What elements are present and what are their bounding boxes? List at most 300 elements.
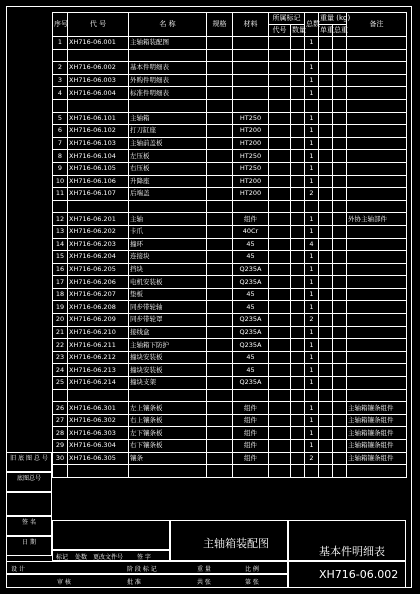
cell-empty — [333, 37, 347, 50]
cell-name: 左上镶条板 — [129, 402, 207, 415]
cell-code: XH716-06.104 — [68, 150, 129, 163]
cell-code: XH716-06.210 — [68, 326, 129, 339]
cell-note — [347, 150, 407, 163]
cell-seq: 7 — [53, 137, 68, 150]
cell-empty — [291, 137, 305, 150]
cell-empty — [269, 62, 291, 75]
cell-note — [347, 49, 407, 62]
cell-empty — [319, 402, 333, 415]
cell-empty — [269, 326, 291, 339]
cell-empty — [319, 251, 333, 264]
cell-empty — [207, 49, 233, 62]
cell-empty — [333, 364, 347, 377]
cell-empty — [207, 465, 233, 478]
cell-seq: 23 — [53, 351, 68, 364]
cell-empty — [319, 452, 333, 465]
cell-name: 卡爪 — [129, 225, 207, 238]
cell-mat: 组件 — [233, 213, 269, 226]
cell-note — [347, 351, 407, 364]
cell-mat: HT250 — [233, 112, 269, 125]
cell-qty: 2 — [305, 188, 319, 201]
cell-qty: 1 — [305, 87, 319, 100]
cell-empty — [207, 452, 233, 465]
cell-code: XH716-06.305 — [68, 452, 129, 465]
cell-empty — [333, 125, 347, 138]
cell-name: 主轴箱 — [129, 112, 207, 125]
cell-empty — [291, 377, 305, 390]
cell-mat — [233, 389, 269, 402]
cell-note — [347, 200, 407, 213]
cell-empty — [333, 440, 347, 453]
cell-qty: 1 — [305, 288, 319, 301]
cell-code: XH716-06.303 — [68, 427, 129, 440]
cell-mat: HT250 — [233, 150, 269, 163]
cell-empty — [333, 251, 347, 264]
cell-qty: 1 — [305, 440, 319, 453]
cell-empty — [291, 200, 305, 213]
table-row — [53, 87, 407, 100]
hdr-belong: 所属标记 — [269, 13, 305, 25]
cell-empty — [207, 213, 233, 226]
cell-empty — [291, 87, 305, 100]
cell-empty — [207, 402, 233, 415]
cell-note — [347, 87, 407, 100]
table-row — [53, 402, 407, 415]
cell-empty — [319, 276, 333, 289]
table-row — [53, 62, 407, 75]
cell-name — [129, 49, 207, 62]
cell-empty — [207, 150, 233, 163]
table-row — [53, 339, 407, 352]
cell-name: 左压板 — [129, 150, 207, 163]
doc-code: XH716-06.002 — [319, 568, 399, 581]
cell-empty — [319, 414, 333, 427]
cell-mat: 组件 — [233, 440, 269, 453]
cell-qty: 1 — [305, 74, 319, 87]
cell-qty: 1 — [305, 225, 319, 238]
cell-empty — [207, 125, 233, 138]
cell-empty — [319, 49, 333, 62]
cell-empty — [269, 74, 291, 87]
cell-seq — [53, 200, 68, 213]
cell-note — [347, 377, 407, 390]
cell-empty — [269, 402, 291, 415]
cell-code: XH716-06.003 — [68, 74, 129, 87]
cell-code: XH716-06.304 — [68, 440, 129, 453]
cell-name: 同步带轮轴 — [129, 301, 207, 314]
cell-empty — [319, 74, 333, 87]
cell-code: XH716-06.211 — [68, 339, 129, 352]
cell-mat — [233, 87, 269, 100]
table-row — [53, 125, 407, 138]
cell-empty — [333, 314, 347, 327]
cell-empty — [207, 87, 233, 100]
cell-code: XH716-06.213 — [68, 364, 129, 377]
assembly-title: 主轴箱装配图 — [170, 520, 288, 561]
cell-name — [129, 99, 207, 112]
cell-empty — [333, 339, 347, 352]
table-row — [53, 377, 407, 390]
cell-empty — [207, 301, 233, 314]
cell-mat: 组件 — [233, 452, 269, 465]
cell-name: 垫板 — [129, 288, 207, 301]
cell-mat: Q235A — [233, 377, 269, 390]
check-row: 审 核 批 准 共 张 第 张 — [6, 574, 288, 588]
cell-empty — [207, 99, 233, 112]
cell-qty: 1 — [305, 414, 319, 427]
cell-code: XH716-06.207 — [68, 288, 129, 301]
cell-name: 右下镶条板 — [129, 440, 207, 453]
cell-empty — [207, 326, 233, 339]
cell-empty — [291, 162, 305, 175]
cell-qty: 1 — [305, 263, 319, 276]
cell-note — [347, 465, 407, 478]
cell-qty: 1 — [305, 37, 319, 50]
cell-code: XH716-06.001 — [68, 37, 129, 50]
cell-empty — [291, 276, 305, 289]
cell-empty — [333, 200, 347, 213]
cell-empty — [291, 62, 305, 75]
cell-seq: 20 — [53, 314, 68, 327]
cell-empty — [207, 351, 233, 364]
parts-table — [52, 12, 407, 478]
cell-empty — [269, 314, 291, 327]
cell-name: 连接块 — [129, 251, 207, 264]
cell-seq: 12 — [53, 213, 68, 226]
cell-empty — [207, 377, 233, 390]
cell-empty — [333, 402, 347, 415]
cell-empty — [207, 162, 233, 175]
cell-empty — [333, 213, 347, 226]
cell-qty: 2 — [305, 452, 319, 465]
cell-name: 主轴箱装配图 — [129, 37, 207, 50]
hdr-code: 代 号 — [68, 13, 129, 37]
cell-empty — [291, 37, 305, 50]
table-row — [53, 112, 407, 125]
cell-code: XH716-06.002 — [68, 62, 129, 75]
cell-empty — [269, 276, 291, 289]
cell-empty — [319, 137, 333, 150]
cell-seq: 6 — [53, 125, 68, 138]
cell-empty — [333, 301, 347, 314]
cell-seq — [53, 465, 68, 478]
cell-note: 主轴箱镶条组件 — [347, 452, 407, 465]
side-sign: 签 名 — [6, 516, 52, 536]
cell-note — [347, 175, 407, 188]
cell-empty — [333, 326, 347, 339]
cell-seq: 2 — [53, 62, 68, 75]
cell-name: 外购件明细表 — [129, 74, 207, 87]
cell-empty — [207, 314, 233, 327]
side-base-no: 底图总号 — [6, 472, 52, 492]
cell-qty — [305, 465, 319, 478]
cell-note — [347, 314, 407, 327]
hdr-weight-total: 总重 — [333, 25, 347, 37]
cell-mat — [233, 62, 269, 75]
cell-empty — [291, 150, 305, 163]
cell-empty — [333, 351, 347, 364]
cell-empty — [319, 440, 333, 453]
cell-empty — [269, 225, 291, 238]
cell-empty — [291, 188, 305, 201]
table-row — [53, 74, 407, 87]
cell-empty — [319, 175, 333, 188]
cell-name: 接线盒 — [129, 326, 207, 339]
cell-note: 主轴箱镶条组件 — [347, 427, 407, 440]
cell-empty — [207, 339, 233, 352]
cell-empty — [269, 427, 291, 440]
cell-qty: 1 — [305, 62, 319, 75]
cell-name: 主轴箱下防护 — [129, 339, 207, 352]
cell-empty — [319, 301, 333, 314]
cell-seq: 15 — [53, 251, 68, 264]
cell-empty — [319, 62, 333, 75]
cell-code: XH716-06.212 — [68, 351, 129, 364]
cell-note: 主轴箱镶条组件 — [347, 402, 407, 415]
cell-note — [347, 389, 407, 402]
cell-seq: 4 — [53, 87, 68, 100]
cell-empty — [319, 389, 333, 402]
cell-mat — [233, 74, 269, 87]
cell-empty — [207, 414, 233, 427]
cell-empty — [291, 351, 305, 364]
cell-empty — [269, 49, 291, 62]
cell-empty — [319, 238, 333, 251]
cell-empty — [319, 112, 333, 125]
table-row — [53, 314, 407, 327]
cell-mat: 组件 — [233, 414, 269, 427]
cell-mat: 40Cr — [233, 225, 269, 238]
hdr-remark: 备注 — [347, 13, 407, 37]
side-date: 日 期 — [6, 536, 52, 556]
table-row — [53, 263, 407, 276]
cell-name: 挡块 — [129, 263, 207, 276]
cell-empty — [207, 225, 233, 238]
cell-empty — [319, 125, 333, 138]
cell-code — [68, 200, 129, 213]
hdr-belong-code: 代号 — [269, 25, 291, 37]
cell-name: 升降座 — [129, 175, 207, 188]
cell-seq: 29 — [53, 440, 68, 453]
cell-code: XH716-06.107 — [68, 188, 129, 201]
side-blank — [6, 492, 52, 516]
hdr-belong-qty: 数量 — [291, 25, 305, 37]
cell-empty — [269, 301, 291, 314]
cell-code: XH716-06.102 — [68, 125, 129, 138]
cell-seq: 14 — [53, 238, 68, 251]
cell-empty — [319, 162, 333, 175]
cell-empty — [207, 188, 233, 201]
cell-empty — [207, 276, 233, 289]
cell-note — [347, 62, 407, 75]
cell-empty — [207, 200, 233, 213]
table-row — [53, 213, 407, 226]
cell-name: 右上镶条板 — [129, 414, 207, 427]
cell-empty — [269, 162, 291, 175]
cell-empty — [333, 276, 347, 289]
cell-mat: Q235A — [233, 276, 269, 289]
cell-empty — [319, 288, 333, 301]
cell-empty — [269, 288, 291, 301]
cell-empty — [319, 225, 333, 238]
cell-name: 左下镶条板 — [129, 427, 207, 440]
cell-empty — [333, 465, 347, 478]
cell-empty — [319, 339, 333, 352]
cell-empty — [291, 251, 305, 264]
cell-empty — [269, 364, 291, 377]
cell-empty — [207, 288, 233, 301]
cell-note: 主轴箱镶条组件 — [347, 414, 407, 427]
cell-code: XH716-06.202 — [68, 225, 129, 238]
cell-code — [68, 99, 129, 112]
cell-empty — [319, 326, 333, 339]
cell-name: 撞环 — [129, 238, 207, 251]
cell-note — [347, 188, 407, 201]
cell-empty — [333, 188, 347, 201]
cell-seq: 19 — [53, 301, 68, 314]
cell-empty — [269, 150, 291, 163]
table-row — [53, 389, 407, 402]
cell-note — [347, 225, 407, 238]
cell-empty — [319, 427, 333, 440]
table-row — [53, 276, 407, 289]
cell-name: 右压板 — [129, 162, 207, 175]
cell-empty — [207, 440, 233, 453]
table-row — [53, 188, 407, 201]
cell-name: 同步带轮罩 — [129, 314, 207, 327]
cell-empty — [291, 175, 305, 188]
cell-empty — [333, 87, 347, 100]
cell-empty — [269, 213, 291, 226]
cell-qty: 1 — [305, 125, 319, 138]
cell-empty — [319, 150, 333, 163]
cell-empty — [291, 326, 305, 339]
hdr-qty: 总数 — [305, 13, 319, 37]
cell-qty: 1 — [305, 276, 319, 289]
cell-empty — [269, 238, 291, 251]
cell-empty — [333, 377, 347, 390]
cell-name: 后端盖 — [129, 188, 207, 201]
cell-empty — [319, 377, 333, 390]
cell-empty — [269, 440, 291, 453]
hdr-material: 材料 — [233, 13, 269, 37]
table-row — [53, 37, 407, 50]
cell-note — [347, 326, 407, 339]
cell-mat: HT200 — [233, 175, 269, 188]
cell-code: XH716-06.209 — [68, 314, 129, 327]
cell-empty — [269, 99, 291, 112]
cell-note — [347, 37, 407, 50]
cell-empty — [333, 389, 347, 402]
cell-note — [347, 301, 407, 314]
table-row — [53, 150, 407, 163]
cell-empty — [333, 99, 347, 112]
cell-note — [347, 276, 407, 289]
cell-mat: 45 — [233, 288, 269, 301]
hdr-seq: 序号 — [53, 13, 68, 37]
cell-seq: 1 — [53, 37, 68, 50]
cell-empty — [269, 263, 291, 276]
cell-empty — [269, 112, 291, 125]
cell-empty — [319, 99, 333, 112]
cell-note: 外协主轴部件 — [347, 213, 407, 226]
cell-code: XH716-06.208 — [68, 301, 129, 314]
cell-seq: 30 — [53, 452, 68, 465]
cell-empty — [333, 414, 347, 427]
cell-empty — [333, 150, 347, 163]
cell-empty — [291, 213, 305, 226]
cell-qty — [305, 389, 319, 402]
cell-code: XH716-06.205 — [68, 263, 129, 276]
cell-code: XH716-06.004 — [68, 87, 129, 100]
cell-note — [347, 339, 407, 352]
cell-empty — [269, 37, 291, 50]
cell-code: XH716-06.302 — [68, 414, 129, 427]
cell-mat: 组件 — [233, 427, 269, 440]
cell-qty: 1 — [305, 364, 319, 377]
cell-empty — [319, 465, 333, 478]
cell-empty — [319, 200, 333, 213]
cell-empty — [291, 288, 305, 301]
cell-empty — [333, 238, 347, 251]
cell-empty — [333, 162, 347, 175]
cell-seq — [53, 99, 68, 112]
cell-empty — [207, 74, 233, 87]
cell-empty — [291, 225, 305, 238]
cell-empty — [269, 452, 291, 465]
cell-note — [347, 364, 407, 377]
cell-mat — [233, 49, 269, 62]
cell-empty — [269, 351, 291, 364]
cell-note — [347, 288, 407, 301]
cell-qty: 1 — [305, 162, 319, 175]
cell-mat: Q235A — [233, 314, 269, 327]
cell-qty — [305, 99, 319, 112]
cell-empty — [291, 402, 305, 415]
cell-qty: 4 — [305, 238, 319, 251]
cell-seq: 8 — [53, 150, 68, 163]
cell-mat: 45 — [233, 251, 269, 264]
table-row — [53, 326, 407, 339]
cell-code: XH716-06.103 — [68, 137, 129, 150]
cell-empty — [291, 427, 305, 440]
title-left-blank — [52, 520, 170, 550]
side-old-no: 旧 底 图 总 号 — [6, 452, 52, 472]
cell-code: XH716-06.106 — [68, 175, 129, 188]
cell-empty — [207, 37, 233, 50]
cell-code: XH716-06.201 — [68, 213, 129, 226]
cell-qty — [305, 49, 319, 62]
cell-empty — [291, 301, 305, 314]
cell-empty — [291, 364, 305, 377]
cell-empty — [291, 74, 305, 87]
cell-note — [347, 238, 407, 251]
cell-name: 镶条 — [129, 452, 207, 465]
table-row — [53, 49, 407, 62]
cell-seq — [53, 389, 68, 402]
cell-mat: Q235A — [233, 326, 269, 339]
cell-empty — [269, 465, 291, 478]
cell-empty — [333, 74, 347, 87]
cell-empty — [207, 427, 233, 440]
cell-empty — [319, 314, 333, 327]
cell-qty: 1 — [305, 402, 319, 415]
cell-qty — [305, 200, 319, 213]
cell-qty: 1 — [305, 175, 319, 188]
cell-code — [68, 465, 129, 478]
table-row — [53, 440, 407, 453]
cell-qty: 1 — [305, 351, 319, 364]
